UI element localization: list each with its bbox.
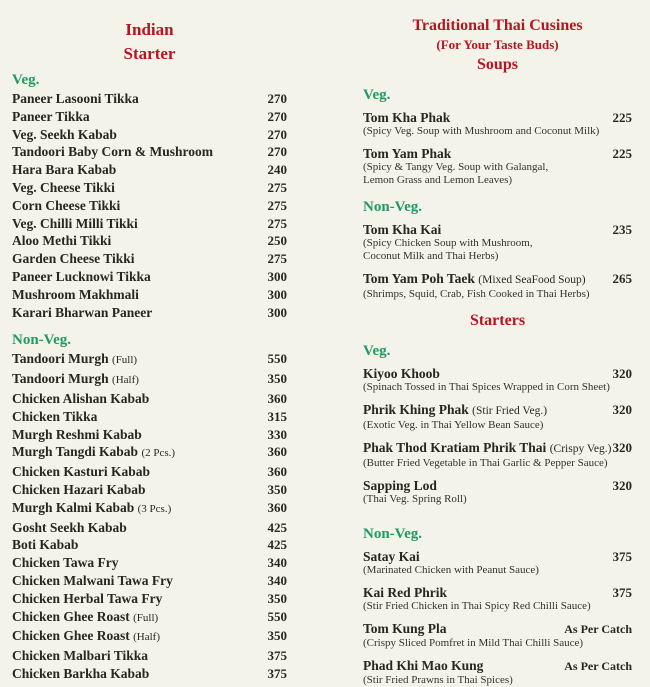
menu-item-row [12, 499, 287, 519]
menu-item-name-text: Chicken Ghee Roast [12, 608, 130, 624]
menu-item-row [12, 665, 287, 683]
menu-item-name-text: Phrik Khing Phak [363, 402, 469, 417]
menu-item-price: 350 [267, 371, 287, 387]
menu-item-name-text: Satay Kai [363, 549, 420, 564]
menu-item-note: (Mixed SeaFood Soup) [478, 274, 586, 286]
menu-item [363, 402, 632, 432]
menu-item-row [12, 554, 287, 572]
menu-item-name [363, 549, 420, 564]
menu-item-name [12, 161, 116, 179]
menu-item-description: (Stir Fried Chicken in Thai Spicy Red Chilli Sauce) [363, 600, 591, 612]
section-label: Non-Veg. [363, 199, 423, 215]
menu-item-row [12, 108, 287, 126]
menu-item-row [12, 390, 287, 408]
menu-item-row [12, 304, 287, 322]
menu-item-row [12, 161, 287, 179]
menu-item-price: 330 [267, 426, 287, 442]
menu-item [363, 549, 632, 577]
menu-item-row [12, 426, 287, 444]
right-column-title [363, 16, 632, 53]
menu-item-price: 375 [267, 665, 287, 681]
section-label: Veg. [363, 343, 391, 359]
menu-item-row [363, 585, 632, 600]
menu-item-row [363, 271, 632, 288]
menu-item-name [12, 554, 119, 572]
menu-item-row [12, 463, 287, 481]
menu-item-price: 300 [267, 286, 287, 302]
menu-item-note: (Full) [112, 354, 138, 367]
menu-item-price: 375 [267, 648, 287, 664]
menu-item-name-text: Tom Kha Phak [363, 110, 451, 125]
right-groups [363, 55, 632, 687]
menu-item-price: 315 [267, 408, 287, 424]
menu-item-name [12, 304, 152, 322]
menu-item-row [12, 126, 287, 144]
menu-item-price: 360 [267, 390, 287, 406]
menu-item-price: 375 [612, 549, 632, 564]
left-title-line-1: Indian [125, 20, 174, 39]
menu-item-row [12, 370, 287, 390]
menu-item-description: (Stir Fried Prawns in Thai Spices) [363, 674, 513, 686]
menu-item-name [12, 143, 213, 161]
menu-item-name [12, 250, 135, 268]
menu-item-row [363, 440, 632, 457]
menu-item-name [363, 621, 447, 636]
group-heading: Soups [477, 56, 518, 73]
menu-item-row [12, 481, 287, 499]
menu-item-name-text: Tom Yam Phak [363, 146, 452, 161]
menu-item-row [12, 179, 287, 197]
menu-item-name [12, 126, 117, 144]
group-heading: Starters [469, 312, 526, 329]
menu-item-row [363, 402, 632, 419]
menu-item-row [363, 110, 632, 125]
menu-item-name [12, 370, 139, 390]
menu-item-row [12, 536, 287, 554]
menu-item-price: 275 [267, 179, 287, 195]
menu-item-row [12, 519, 287, 537]
menu-item-note: (Half) [112, 374, 139, 387]
menu-item-name [12, 350, 137, 370]
menu-item-name-text: Chicken Tikka [12, 408, 98, 424]
menu-item-name [12, 499, 171, 519]
menu-item [363, 478, 632, 506]
menu-item-description: (Spicy Chicken Soup with Mushroom, [363, 237, 533, 249]
menu-item-name [12, 108, 90, 126]
menu-item-price: 360 [267, 499, 287, 515]
menu-item-name-text: Tandoori Baby Corn & Mushroom [12, 144, 214, 160]
menu-item-name-text: Murgh Kalmi Kabab [12, 499, 135, 515]
menu-item-description: (Thai Veg. Spring Roll) [363, 493, 467, 505]
menu-item-price: 340 [267, 572, 287, 588]
menu-item-name-text: Boti Kabab [12, 537, 79, 553]
menu-item-row [363, 621, 632, 637]
menu-item-price: 225 [612, 110, 632, 125]
menu-item-price: 300 [267, 304, 287, 320]
menu-item-row [12, 627, 287, 647]
menu-item-name-text: Garden Cheese Tikki [12, 251, 135, 267]
menu-item-price: 425 [267, 537, 287, 553]
menu-item-row [12, 350, 287, 370]
menu-item-price: 360 [267, 464, 287, 480]
menu-item-name [363, 440, 611, 457]
menu-item-name [12, 608, 158, 628]
menu-item-name [12, 268, 151, 286]
menu-item-description: (Exotic Veg. in Thai Yellow Bean Sauce) [363, 419, 544, 431]
left-title-line-2: Starter [123, 44, 176, 63]
menu-item-row [12, 90, 287, 108]
menu-item-name [363, 402, 547, 419]
menu-item-price: 270 [267, 126, 287, 142]
menu-item-name-text: Mushroom Makhmali [12, 286, 139, 302]
menu-item-row [12, 590, 287, 608]
menu-item-name-text: Paneer Tikka [12, 108, 90, 124]
menu-item-row [12, 250, 287, 268]
menu-item-name-text: Tandoori Murgh [12, 351, 109, 367]
menu-item-price: 275 [267, 197, 287, 213]
menu-item-name-text: Hara Bara Kabab [12, 162, 117, 178]
menu-item-name [12, 536, 78, 554]
menu-item-name [363, 585, 447, 600]
menu-item-name-text: Chicken Malwani Tawa Fry [12, 572, 173, 588]
menu-item [363, 585, 632, 613]
menu-item-row [12, 215, 287, 233]
menu-item-name [12, 197, 120, 215]
menu-item [363, 366, 632, 394]
menu-item-description: (Crispy Sliced Pomfret in Mild Thai Chilli Sauce) [363, 637, 584, 649]
menu-item-note: (Full) [133, 611, 159, 624]
right-title: Traditional Thai Cusines [412, 17, 583, 34]
menu-item-description: (Spicy Veg. Soup with Mushroom and Coconut Milk) [363, 125, 600, 137]
menu-item-name-text: Aloo Methi Tikki [12, 233, 112, 249]
menu-item-name-text: Chicken Malbari Tikka [12, 648, 149, 664]
menu-item-name-text: Kiyoo Khoob [363, 366, 440, 381]
section-label: Veg. [12, 72, 40, 88]
menu-item-name-text: Paneer Lasooni Tikka [12, 91, 139, 106]
menu-item-name [12, 90, 139, 108]
menu-item-name-text: Chicken Tawa Fry [12, 555, 119, 571]
menu-item [363, 271, 632, 301]
menu-item [363, 621, 632, 650]
menu-item-description: (Spicy & Tangy Veg. Soup with Galangal, [363, 161, 549, 173]
menu-item-price: 350 [267, 481, 287, 497]
menu-item-price: 275 [267, 215, 287, 231]
menu-item-name [363, 146, 451, 161]
menu-item-description: (Marinated Chicken with Peanut Sauce) [363, 564, 539, 576]
section-label: Veg. [363, 87, 391, 103]
menu-item-name-text: Tom Kung Pla [363, 621, 447, 636]
menu-item-name-text: Veg. Seekh Kabab [12, 126, 117, 142]
menu-item-price: 270 [267, 144, 287, 160]
menu-item [363, 658, 632, 687]
menu-item-row [12, 608, 287, 628]
menu-item-price: 300 [267, 268, 287, 284]
menu-item-row [12, 286, 287, 304]
menu-item-price: As Per Catch [564, 659, 632, 673]
menu-item-name [12, 463, 150, 481]
menu-item-price: 550 [267, 608, 287, 624]
menu-item-price: 250 [267, 233, 287, 249]
indian-starter-column [0, 0, 325, 681]
menu-item-description: (Shrimps, Squid, Crab, Fish Cooked in Thai Herbs) [363, 288, 590, 300]
menu-item-row [12, 443, 287, 463]
menu-item-name-text: Sapping Lod [363, 478, 437, 493]
thai-cuisines-column [325, 0, 650, 686]
menu-item-name-text: Gosht Seekh Kabab [12, 519, 127, 535]
menu-item-price: 320 [612, 366, 632, 381]
menu-item-row [363, 549, 632, 564]
menu-item-name-text: Chicken Herbal Tawa Fry [12, 590, 163, 606]
menu-item-name-text: Tom Yam Poh Taek [363, 271, 475, 286]
menu-item-name-text: Chicken Kasturi Kabab [12, 464, 151, 480]
menu-item-name-text: Phak Thod Kratiam Phrik Thai [363, 440, 547, 455]
menu-item-price: 320 [612, 402, 632, 417]
menu-item-price: 240 [267, 162, 287, 178]
menu-item-name [363, 271, 586, 288]
menu-item-name [12, 519, 127, 537]
menu-item-name [12, 590, 162, 608]
menu-item-name-text: Corn Cheese Tikki [12, 197, 121, 213]
left-column-title [12, 18, 287, 66]
menu-item-price: 275 [267, 251, 287, 267]
menu-item-price: 320 [612, 478, 632, 493]
menu-item-price: 360 [267, 444, 287, 460]
menu-item-name [12, 426, 142, 444]
menu-item-note: (Half) [133, 631, 160, 644]
menu-item-description: (Spinach Tossed in Thai Spices Wrapped in Corn Sheet) [363, 381, 610, 393]
menu-item-name-text: Murgh Reshmi Kabab [12, 426, 142, 442]
menu-item-name-text: Kai Red Phrik [363, 585, 448, 600]
section-label: Non-Veg. [363, 526, 423, 542]
menu-item-name-text: Phad Khi Mao Kung [363, 658, 484, 673]
menu-item [363, 222, 632, 263]
menu-item-name [363, 658, 483, 673]
menu-item-name [363, 478, 437, 493]
menu-item-name [12, 286, 139, 304]
menu-item-name-text: Tandoori Murgh [12, 371, 109, 387]
menu-item-name [12, 443, 175, 463]
menu-item-note: (2 Pcs.) [141, 447, 176, 460]
menu-item-row [363, 146, 632, 161]
menu-item-name [12, 408, 97, 426]
menu-item-name [12, 390, 149, 408]
menu-item-price: 375 [612, 585, 632, 600]
menu-item-name [12, 647, 148, 665]
menu-item-name [12, 179, 115, 197]
menu-item-price: 235 [612, 222, 632, 237]
menu-item-name-text: Chicken Alishan Kabab [12, 390, 150, 406]
menu-item-row [363, 222, 632, 237]
menu-item-price: 225 [612, 146, 632, 161]
menu-item-description: Coconut Milk and Thai Herbs) [363, 250, 499, 262]
menu-item-row [12, 143, 287, 161]
menu-item-name [12, 627, 160, 647]
menu-item-name [363, 222, 441, 237]
menu-item-name-text: Paneer Lucknowi Tikka [12, 268, 151, 284]
menu-item [363, 440, 632, 470]
section-label: Non-Veg. [12, 332, 72, 349]
menu-item-price: As Per Catch [564, 622, 632, 636]
menu-item-price: 350 [267, 590, 287, 606]
menu-item-description: (Butter Fried Vegetable in Thai Garlic & Pepper Sauce) [363, 457, 608, 469]
menu-item-row [12, 572, 287, 590]
menu-item-name [12, 232, 111, 250]
menu-item-name [12, 481, 146, 499]
menu-item-row [363, 478, 632, 493]
menu-item-name-text: Chicken Hazari Kabab [12, 481, 146, 497]
menu-item-row [12, 197, 287, 215]
menu-item-name-text: Veg. Cheese Tikki [12, 179, 115, 195]
menu-item-name-text: Karari Bharwan Paneer [12, 304, 153, 320]
menu-item-row [12, 408, 287, 426]
menu-item-name-text: Tom Kha Kai [363, 222, 442, 237]
menu-item-name [363, 110, 450, 125]
menu-item-row [12, 232, 287, 250]
menu-item-row [363, 366, 632, 381]
menu-item-note: (3 Pcs.) [137, 502, 172, 515]
menu-item-note: (Crispy Veg.) [549, 443, 612, 455]
menu-item-name-text: Chicken Barkha Kabab [12, 665, 150, 681]
menu-item-name [12, 665, 149, 683]
menu-item-name-text: Murgh Tangdi Kabab [12, 444, 139, 460]
menu-item-name-text: Chicken Ghee Roast [12, 628, 130, 644]
menu-item-row [12, 268, 287, 286]
left-sections [12, 70, 287, 683]
menu-item-price: 425 [267, 519, 287, 535]
menu-item-description: Lemon Grass and Lemon Leaves) [363, 174, 513, 186]
menu-item-price: 320 [612, 440, 632, 455]
menu-item [363, 146, 632, 187]
right-subtitle: (For Your Taste Buds) [436, 37, 559, 52]
menu-item-note: (Stir Fried Veg.) [472, 405, 548, 417]
menu-item-price: 350 [267, 628, 287, 644]
menu-item-name [363, 366, 440, 381]
menu-item-price: 550 [267, 351, 287, 367]
menu-item [363, 110, 632, 138]
menu-item-price: 270 [267, 91, 287, 106]
menu-item-row [12, 647, 287, 665]
menu-item-name [12, 215, 138, 233]
menu-item-price: 270 [267, 108, 287, 124]
menu-item-name [12, 572, 173, 590]
menu-item-price: 340 [267, 555, 287, 571]
menu-item-name-text: Veg. Chilli Milli Tikki [12, 215, 138, 231]
menu-item-price: 265 [612, 271, 632, 286]
